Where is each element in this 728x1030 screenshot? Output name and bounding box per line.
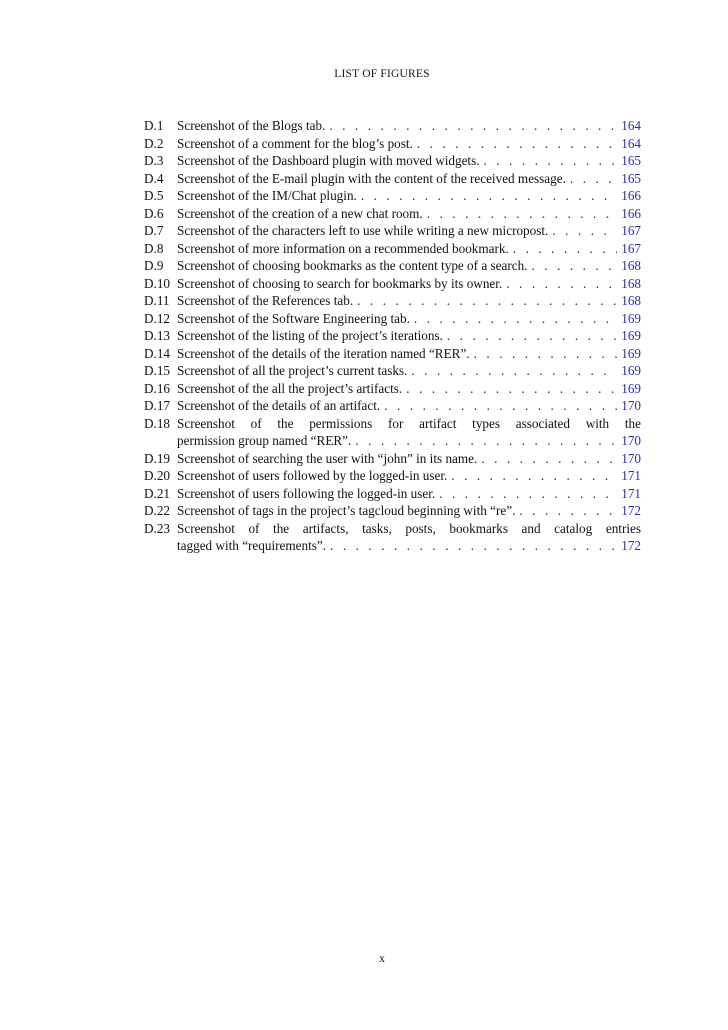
figure-page-link[interactable]: 172 bbox=[621, 503, 641, 518]
figure-page-link[interactable]: 171 bbox=[621, 468, 641, 483]
dot-leader bbox=[570, 170, 617, 188]
figure-caption-line: Screenshot of the characters left to use while writing a new micropost. bbox=[177, 223, 549, 238]
figure-entry[interactable] bbox=[144, 170, 641, 188]
figure-caption-line: Screenshot of the E-mail plugin with the content of the received message. bbox=[177, 170, 566, 186]
figure-entry[interactable] bbox=[144, 520, 641, 555]
figure-entry[interactable] bbox=[144, 485, 641, 503]
dot-leader bbox=[414, 310, 617, 328]
figure-page-link[interactable]: 168 bbox=[621, 258, 641, 273]
page-number: x bbox=[379, 951, 385, 965]
figure-caption-line: Screenshot of the details of an artifact. bbox=[177, 398, 381, 413]
figure-entry[interactable] bbox=[144, 205, 641, 223]
figure-caption-line: Screenshot of the all the project’s artifacts. bbox=[177, 380, 403, 396]
figure-entry[interactable] bbox=[144, 187, 641, 205]
dot-leader bbox=[384, 397, 617, 415]
dot-leader bbox=[330, 537, 617, 555]
figure-caption-line: tagged with “requirements”. bbox=[177, 538, 327, 553]
figure-page-link[interactable]: 172 bbox=[621, 538, 641, 553]
figure-caption-line: Screenshot of the artifacts, tasks, posts, bookmarks and catalog entries bbox=[177, 520, 641, 536]
figure-entry[interactable] bbox=[144, 117, 641, 135]
figure-page-link[interactable]: 169 bbox=[621, 363, 641, 378]
figure-page-link[interactable]: 167 bbox=[621, 223, 641, 238]
figure-number: D.10 bbox=[144, 275, 171, 291]
figure-page-link[interactable]: 171 bbox=[621, 485, 641, 501]
figure-number: D.19 bbox=[144, 450, 171, 466]
figure-caption-line: Screenshot of more information on a recommended bookmark. bbox=[177, 240, 509, 256]
figure-number: D.9 bbox=[144, 258, 164, 273]
figure-caption-line: Screenshot of choosing bookmarks as the content type of a search. bbox=[177, 258, 528, 273]
figure-caption-line: Screenshot of the permissions for artifact types associated with the bbox=[177, 415, 641, 431]
dot-leader bbox=[474, 345, 617, 363]
dot-leader bbox=[406, 380, 617, 398]
figure-page-link[interactable]: 170 bbox=[621, 398, 641, 413]
figure-number: D.17 bbox=[144, 398, 171, 413]
figure-entry[interactable] bbox=[144, 222, 641, 240]
figure-number: D.18 bbox=[144, 415, 171, 431]
figure-caption-line: Screenshot of the Software Engineering tab. bbox=[177, 310, 410, 326]
figure-entry[interactable] bbox=[144, 467, 641, 485]
dot-leader bbox=[355, 432, 617, 450]
figure-caption-line: Screenshot of the Blogs tab. bbox=[177, 118, 326, 133]
figure-entry[interactable] bbox=[144, 310, 641, 328]
dot-leader bbox=[552, 222, 617, 240]
figure-caption-line: Screenshot of choosing to search for bookmarks by its owner. bbox=[177, 275, 503, 291]
figure-number: D.20 bbox=[144, 468, 171, 483]
figure-caption-line: Screenshot of searching the user with “john” in its name. bbox=[177, 450, 478, 466]
figure-entry[interactable] bbox=[144, 345, 641, 363]
running-head: LIST OF FIGURES bbox=[334, 68, 430, 80]
figure-page-link[interactable]: 169 bbox=[621, 345, 641, 361]
figure-page-link[interactable]: 168 bbox=[621, 293, 641, 308]
dot-leader bbox=[427, 205, 617, 223]
figure-caption-line: Screenshot of the References tab. bbox=[177, 293, 354, 308]
figure-page-link[interactable]: 165 bbox=[621, 170, 641, 186]
figure-entry[interactable] bbox=[144, 397, 641, 415]
figure-number: D.16 bbox=[144, 380, 171, 396]
dot-leader bbox=[506, 275, 617, 293]
dot-leader bbox=[481, 450, 617, 468]
list-of-figures bbox=[144, 117, 641, 555]
figure-number: D.3 bbox=[144, 153, 164, 168]
figure-number: D.23 bbox=[144, 520, 171, 536]
figure-page-link[interactable]: 165 bbox=[621, 153, 641, 168]
figure-caption-line: Screenshot of the listing of the project’s iterations. bbox=[177, 328, 443, 343]
figure-page-link[interactable]: 164 bbox=[621, 118, 641, 133]
figure-entry[interactable] bbox=[144, 135, 641, 153]
figure-entry[interactable] bbox=[144, 275, 641, 293]
figure-page-link[interactable]: 170 bbox=[621, 450, 641, 466]
figure-number: D.2 bbox=[144, 135, 164, 151]
figure-entry[interactable] bbox=[144, 450, 641, 468]
figure-entry[interactable] bbox=[144, 502, 641, 520]
figure-page-link[interactable]: 170 bbox=[621, 433, 641, 448]
dot-leader bbox=[361, 187, 617, 205]
figure-caption-line: Screenshot of the Dashboard plugin with moved widgets. bbox=[177, 153, 480, 168]
dot-leader bbox=[417, 135, 617, 153]
figure-caption-line: Screenshot of all the project’s current tasks. bbox=[177, 363, 408, 378]
figure-number: D.6 bbox=[144, 205, 164, 221]
dot-leader bbox=[357, 292, 617, 310]
figure-page-link[interactable]: 169 bbox=[621, 310, 641, 326]
figure-caption-line: Screenshot of users following the logged-in user. bbox=[177, 485, 436, 501]
figure-page-link[interactable]: 164 bbox=[621, 135, 641, 151]
figure-number: D.12 bbox=[144, 310, 171, 326]
figure-page-link[interactable]: 168 bbox=[621, 275, 641, 291]
figure-number: D.5 bbox=[144, 188, 164, 203]
figure-number: D.7 bbox=[144, 223, 164, 238]
figure-number: D.22 bbox=[144, 503, 171, 518]
figure-number: D.13 bbox=[144, 328, 171, 343]
figure-caption-line: permission group named “RER”. bbox=[177, 433, 352, 448]
dot-leader bbox=[447, 327, 617, 345]
figure-caption-line: Screenshot of the IM/Chat plugin. bbox=[177, 188, 357, 203]
figure-number: D.15 bbox=[144, 363, 171, 378]
figure-page-link[interactable]: 166 bbox=[621, 188, 641, 203]
figure-caption-line: Screenshot of tags in the project’s tagcloud beginning with “re”. bbox=[177, 503, 516, 518]
dot-leader bbox=[411, 362, 617, 380]
dot-leader bbox=[484, 152, 617, 170]
figure-caption-line: Screenshot of users followed by the logged-in user. bbox=[177, 468, 448, 483]
figure-number: D.4 bbox=[144, 170, 164, 186]
figure-page-link[interactable]: 166 bbox=[621, 205, 641, 221]
dot-leader bbox=[439, 485, 617, 503]
figure-entry[interactable] bbox=[144, 152, 641, 170]
figure-page-link[interactable]: 167 bbox=[621, 240, 641, 256]
figure-number: D.21 bbox=[144, 485, 171, 501]
figure-entry[interactable] bbox=[144, 415, 641, 450]
figure-entry[interactable] bbox=[144, 362, 641, 380]
dot-leader bbox=[329, 117, 617, 135]
figure-page-link[interactable]: 169 bbox=[621, 380, 641, 396]
dot-leader bbox=[451, 467, 617, 485]
dot-leader bbox=[531, 257, 617, 275]
figure-caption-line: Screenshot of a comment for the blog’s post. bbox=[177, 135, 413, 151]
figure-number: D.1 bbox=[144, 118, 164, 133]
figure-entry[interactable] bbox=[144, 292, 641, 310]
dot-leader bbox=[519, 502, 617, 520]
figure-caption-line: Screenshot of the details of the iteration named “RER”. bbox=[177, 345, 470, 361]
figure-entry[interactable] bbox=[144, 327, 641, 345]
figure-caption-line: Screenshot of the creation of a new chat room. bbox=[177, 205, 423, 221]
figure-entry[interactable] bbox=[144, 257, 641, 275]
figure-page-link[interactable]: 169 bbox=[621, 328, 641, 343]
figure-number: D.8 bbox=[144, 240, 164, 256]
figure-entry[interactable] bbox=[144, 240, 641, 258]
figure-number: D.11 bbox=[144, 293, 170, 308]
figure-number: D.14 bbox=[144, 345, 171, 361]
dot-leader bbox=[513, 240, 617, 258]
figure-entry[interactable] bbox=[144, 380, 641, 398]
